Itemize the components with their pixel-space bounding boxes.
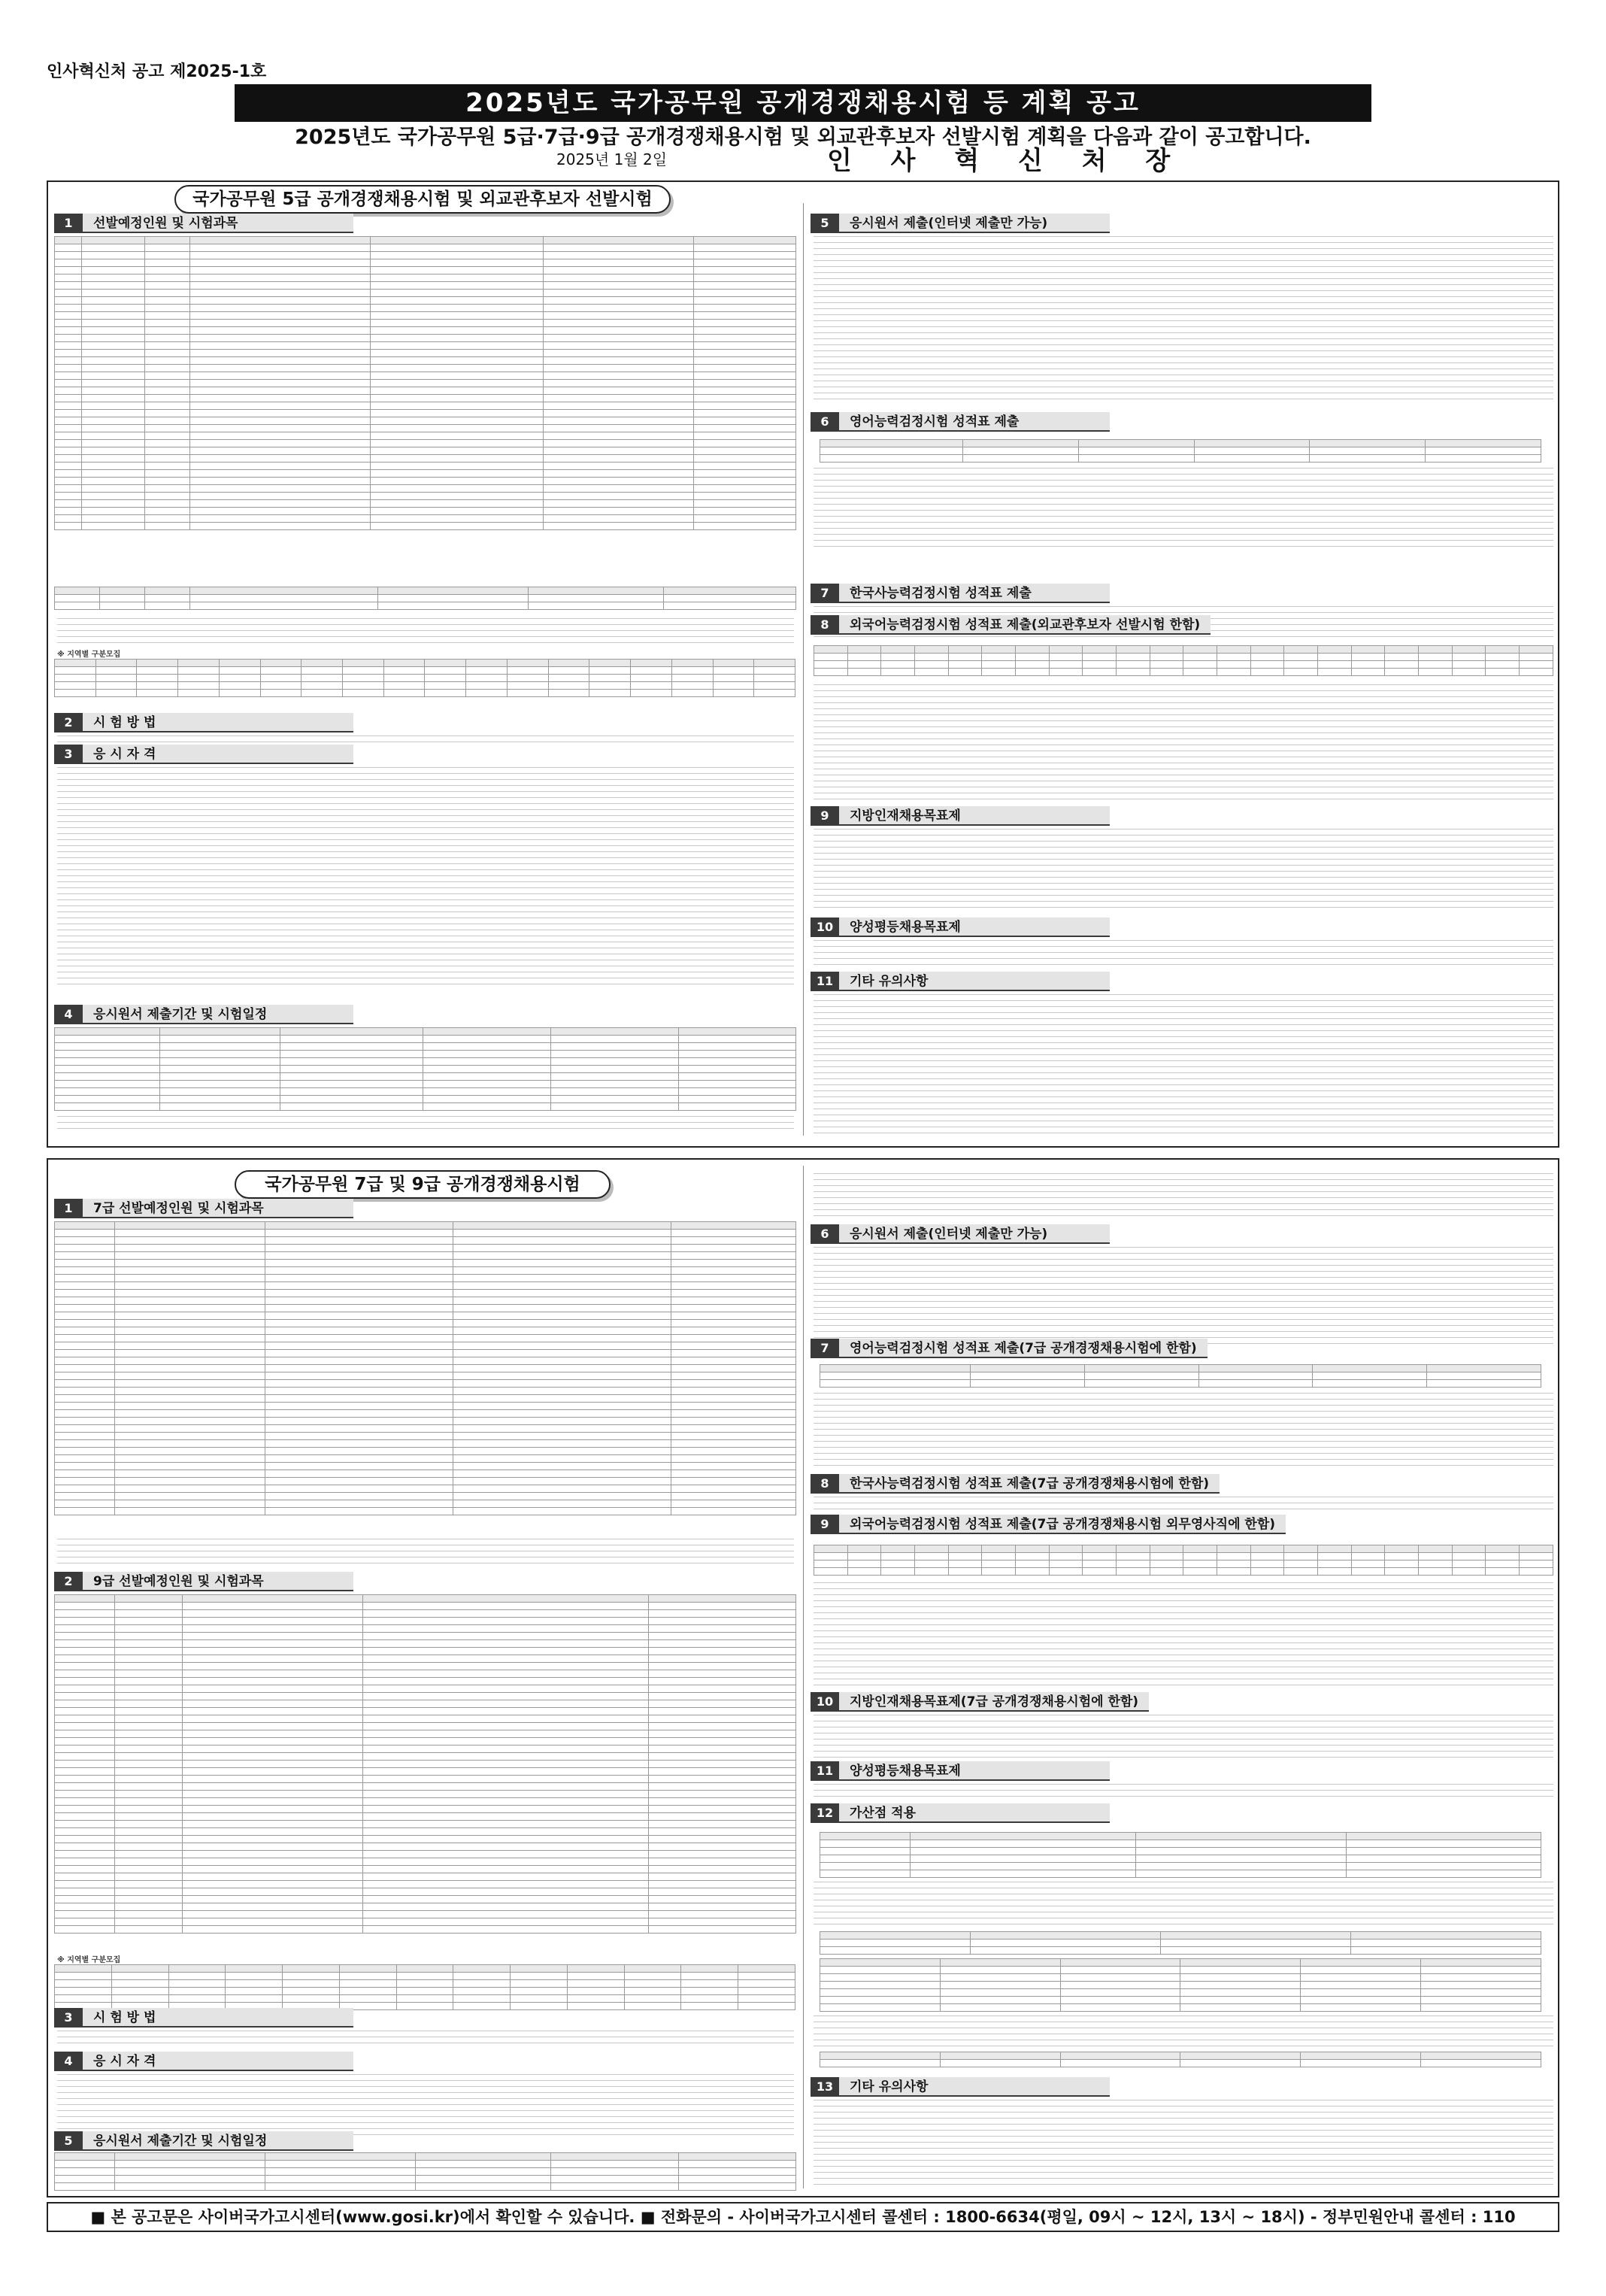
section-label: 시 험 방 법	[83, 2008, 353, 2028]
section-label: 기타 유의사항	[839, 2077, 1110, 2097]
section-number: 5	[811, 214, 839, 233]
section-label: 외국어능력검정시험 성적표 제출(7급 공개경쟁채용시험 외무영사직에 한함)	[839, 1515, 1286, 1534]
section-label: 한국사능력검정시험 성적표 제출	[839, 584, 1110, 603]
section-number: 8	[811, 615, 839, 635]
part1-region-table	[54, 659, 795, 697]
part2-section-13	[811, 2077, 1110, 2097]
section-number: 6	[811, 412, 839, 432]
part2-region-table	[54, 1964, 795, 2010]
section-number: 9	[811, 806, 839, 826]
announcement-date: 2025년 1월 2일	[556, 150, 668, 168]
section-label: 응시원서 제출(인터넷 제출만 가능)	[839, 1224, 1110, 1244]
part1-gender-equality-text	[814, 940, 1553, 970]
footer-contact-note: ■ 본 공고문은 사이버국가고시센터(www.gosi.kr)에서 확인할 수 있습니다. ■ 전화문의 - 사이버국가고시센터 콜센터 : 1800-6634(평일, 09시 ~ 12시, 13시 ~ 18시) - 정부민원안내 콜센터 : 110	[47, 2202, 1559, 2232]
part1-section-6	[811, 412, 1110, 432]
section-number: 9	[811, 1515, 839, 1534]
part2-section-4	[54, 2052, 353, 2071]
section-label: 응시원서 제출기간 및 시험일정	[83, 2131, 353, 2151]
part1-foreign-language-text	[814, 684, 1553, 805]
part1-section-10	[811, 917, 1110, 937]
section-label: 영어능력검정시험 성적표 제출	[839, 412, 1110, 432]
part2-history-text	[814, 1497, 1553, 1515]
section-number: 12	[811, 1803, 839, 1823]
section-label: 지방인재채용목표제(7급 공개경쟁채용시험에 한함)	[839, 1692, 1149, 1712]
section-number: 2	[54, 1572, 83, 1591]
section-number: 3	[54, 2008, 83, 2028]
section-number: 11	[811, 1761, 839, 1781]
part2-bonus-table-3	[820, 1958, 1541, 2012]
part1-section-11	[811, 972, 1110, 991]
section-number: 13	[811, 2077, 839, 2097]
part1-section-7	[811, 584, 1110, 603]
section-label: 기타 유의사항	[839, 972, 1110, 991]
part2-application-text	[814, 1247, 1553, 1349]
part2-column-divider	[803, 1166, 804, 2188]
part2-other-notes-text	[814, 2100, 1553, 2190]
section-label: 시 험 방 법	[83, 713, 353, 732]
part2-section-2	[54, 1572, 353, 1591]
part1-other-notes-text	[814, 994, 1553, 1139]
part2-eligibility-text	[57, 2074, 794, 2140]
part2-title: 국가공무원 7급 및 9급 공개경쟁채용시험	[235, 1170, 611, 1199]
part1-schedule-table	[54, 1027, 796, 1111]
section-label: 양성평등채용목표제	[839, 917, 1110, 937]
section-number: 7	[811, 1339, 839, 1358]
section-number: 6	[811, 1224, 839, 1244]
section-number: 1	[54, 214, 83, 233]
part1-section-8	[811, 615, 1211, 635]
part1-region-label: ※ 지역별 구분모집	[57, 651, 121, 659]
part2-bonus-table-1	[820, 1832, 1541, 1878]
section-number: 5	[54, 2131, 83, 2151]
part1-section-4	[54, 1005, 353, 1024]
part2-section-7	[811, 1339, 1208, 1358]
section-number: 2	[54, 713, 83, 732]
section-number: 3	[54, 745, 83, 764]
issuing-agency: 인 사 혁 신 처 장	[827, 146, 1186, 176]
part2-bonus-table-2	[820, 1931, 1541, 1955]
part1-english-score-table	[820, 439, 1541, 463]
section-label: 응 시 자 격	[83, 2052, 353, 2071]
part2-regional-talent-text	[814, 1715, 1553, 1763]
document-number: 인사혁신처 공고 제2025-1호	[47, 62, 267, 81]
section-label: 선발예정인원 및 시험과목	[83, 214, 353, 233]
section-number: 1	[54, 1199, 83, 1218]
part2-section-10	[811, 1692, 1149, 1712]
part2-section-5	[54, 2131, 353, 2151]
part1-section-9	[811, 806, 1110, 826]
part1-schedule-notes	[57, 1116, 794, 1134]
section-number: 10	[811, 1692, 839, 1712]
section-label: 가산점 적용	[839, 1803, 1110, 1823]
part1-regional-talent-text	[814, 829, 1553, 913]
part2-method-text	[57, 2031, 794, 2049]
main-title-banner: 2025년도 국가공무원 공개경쟁채용시험 등 계획 공고	[235, 84, 1371, 122]
section-label: 양성평등채용목표제	[839, 1761, 1110, 1781]
part1-section-3	[54, 745, 353, 764]
part2-section-11	[811, 1761, 1110, 1781]
part2-foreign-language-text	[814, 1582, 1553, 1691]
section-number: 10	[811, 917, 839, 937]
section-label: 한국사능력검정시험 성적표 제출(7급 공개경쟁채용시험에 한함)	[839, 1474, 1220, 1494]
part2-gender-equality-text	[814, 1784, 1553, 1802]
part1-eligibility-text	[57, 767, 794, 993]
part1-english-text	[814, 468, 1553, 552]
part1-title: 국가공무원 5급 공개경쟁채용시험 및 외교관후보자 선발시험	[174, 185, 671, 214]
part2-section-12	[811, 1803, 1110, 1823]
part2-section-1	[54, 1199, 353, 1218]
section-label: 지방인재채용목표제	[839, 806, 1110, 826]
part1-application-text	[814, 236, 1553, 408]
section-number: 4	[54, 2052, 83, 2071]
part2-grade7-table	[54, 1221, 796, 1515]
part1-section-5	[811, 214, 1110, 233]
part2-intro-notes	[814, 1173, 1553, 1221]
part1-column-divider	[803, 203, 804, 1136]
part2-foreign-language-table	[814, 1545, 1553, 1576]
part2-section-8	[811, 1474, 1220, 1494]
part2-section-6	[811, 1224, 1110, 1244]
section-label: 9급 선발예정인원 및 시험과목	[83, 1572, 353, 1591]
part2-english-score-table	[820, 1364, 1541, 1388]
part2-grade9-table	[54, 1594, 796, 1934]
part2-bonus-text	[814, 1882, 1553, 1930]
part1-notes-block	[57, 618, 794, 648]
part1-section-2	[54, 713, 353, 732]
section-label: 7급 선발예정인원 및 시험과목	[83, 1199, 353, 1218]
section-label: 영어능력검정시험 성적표 제출(7급 공개경쟁채용시험에 한함)	[839, 1339, 1208, 1358]
section-number: 4	[54, 1005, 83, 1024]
section-label: 응시원서 제출기간 및 시험일정	[83, 1005, 353, 1024]
part2-bonus-notes	[814, 2015, 1553, 2052]
part1-selection-table	[54, 236, 796, 530]
section-label: 외국어능력검정시험 성적표 제출(외교관후보자 선발시험 한함)	[839, 615, 1211, 635]
section-number: 8	[811, 1474, 839, 1494]
section-label: 응시원서 제출(인터넷 제출만 가능)	[839, 214, 1110, 233]
part1-section-1	[54, 214, 353, 233]
part2-region-label: ※ 지역별 구분모집	[57, 1956, 121, 1964]
part2-schedule-table	[54, 2152, 796, 2191]
section-number: 11	[811, 972, 839, 991]
announcement-subtitle: 2025년도 국가공무원 5급·7급·9급 공개경쟁채용시험 및 외교관후보자 선발시험 계획을 다음과 같이 공고합니다.	[295, 126, 1311, 149]
section-label: 응 시 자 격	[83, 745, 353, 764]
section-number: 7	[811, 584, 839, 603]
part2-bonus-table-4	[820, 2052, 1541, 2067]
part2-section-9	[811, 1515, 1286, 1534]
part1-foreign-language-table	[814, 645, 1553, 676]
part2-grade7-notes	[57, 1539, 794, 1569]
part2-section-3	[54, 2008, 353, 2028]
part2-english-text	[814, 1393, 1553, 1471]
part1-diplomat-table	[54, 587, 796, 610]
